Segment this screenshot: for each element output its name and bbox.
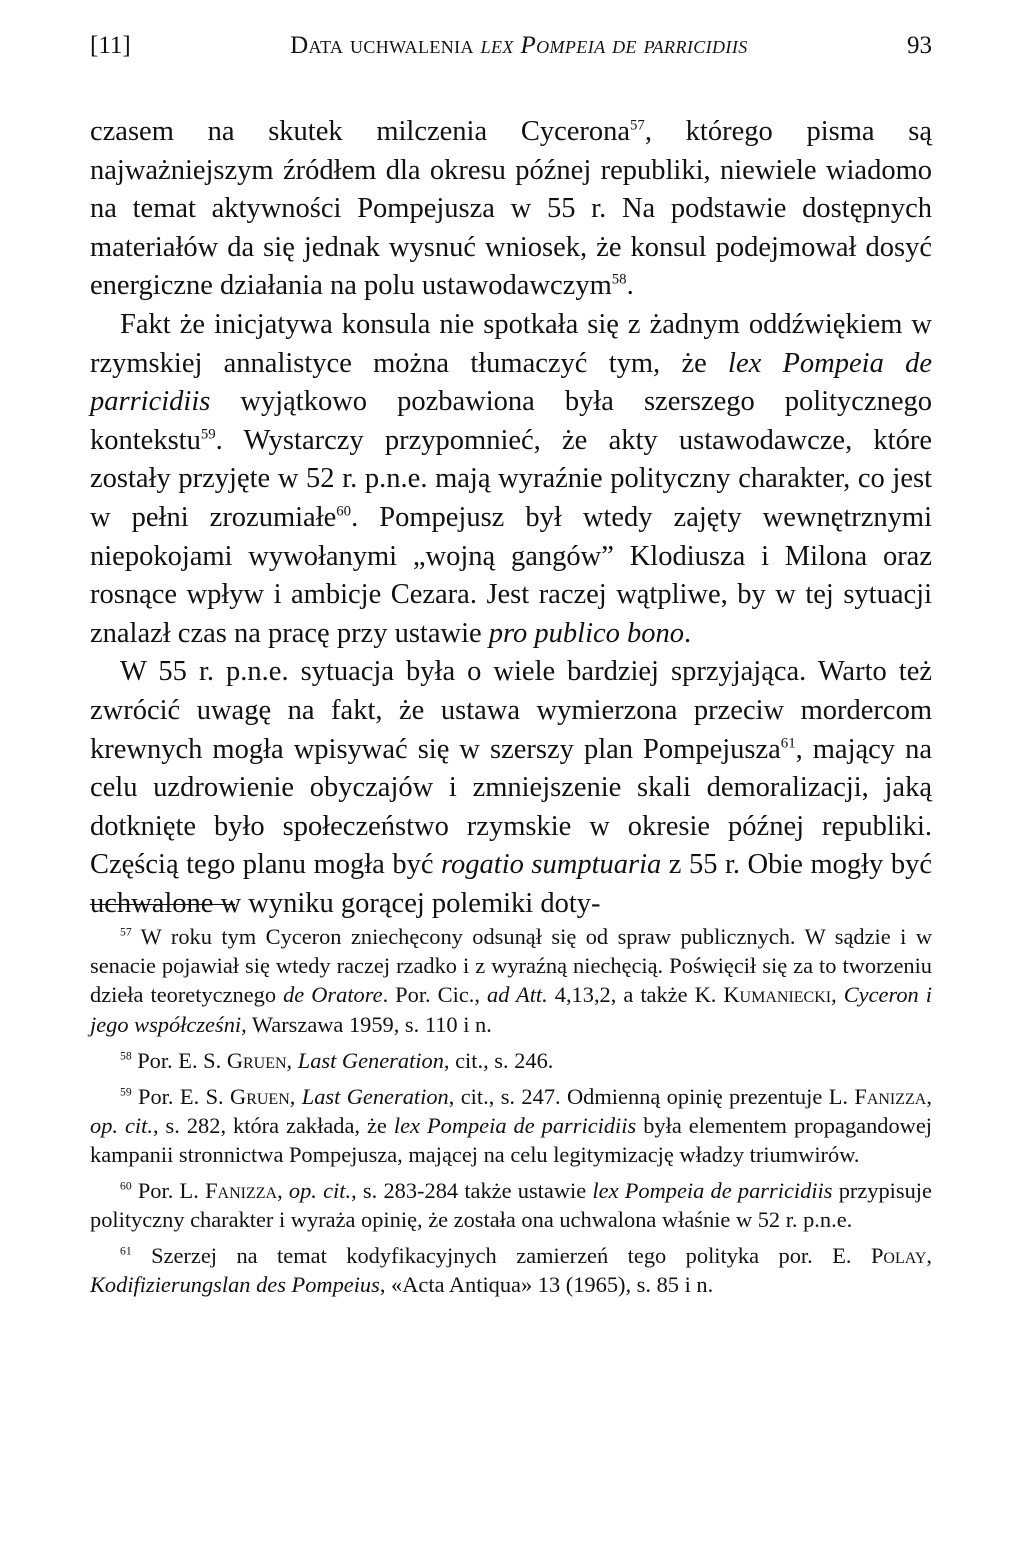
text-run: przypisuje polityczny charakter i wyraża opinię, że została ona uchwalona właśnie w 52 r. p.n.e. <box>90 1178 932 1233</box>
text-run: Por. E. S. <box>131 1083 231 1109</box>
text-run: . Por. Cic., <box>382 982 487 1008</box>
author-name: Fanizza <box>854 1083 927 1109</box>
italic-run: Cyceron i jego współcześni <box>90 982 933 1037</box>
author-name: Kumaniecki <box>723 982 832 1008</box>
italic-run: Last Generation <box>297 1047 444 1073</box>
author-name: Fanizza <box>205 1178 278 1204</box>
italic-run: lex Pompeia de parricidiis <box>393 1112 637 1138</box>
running-title <box>290 32 748 60</box>
italic-run: pro publico bono <box>488 617 685 649</box>
author-name: Gruen <box>226 1047 287 1073</box>
footnote-ref: 59 <box>200 426 216 443</box>
text-run: Por. L. <box>131 1178 206 1204</box>
text-run: , <box>926 1083 932 1109</box>
italic-run: Last Generation <box>301 1083 449 1109</box>
text-run: , mający na celu uzdrowienie obyczajów i zmniejszenie skali demoralizacji, jaką dotknięte było społeczeństwo rzymskie w okresie późnej republiki. Częścią tego planu mogła być <box>90 733 932 881</box>
text-run: czasem na skutek milczenia Cycerona <box>90 116 631 147</box>
footnotes <box>90 922 932 1306</box>
italic-run: op. cit. <box>288 1178 352 1204</box>
footnote-ref: 58 <box>611 271 627 288</box>
italic-run: op. cit. <box>90 1112 153 1138</box>
text-run: , s. 282, która zakłada, że <box>152 1112 394 1138</box>
author-name: Polay <box>870 1243 927 1269</box>
text-run: była elementem propagandowej kampanii stronnictwa Pompejusza, mającej na celu legitymizację władzy triumwirów. <box>90 1112 932 1168</box>
text-run: , Warszawa 1959, s. 110 i n. <box>241 1011 492 1037</box>
author-name: Gruen <box>230 1083 290 1109</box>
text-run: 4,13,2, a także K. <box>547 982 724 1008</box>
text-run: wyjątkowo pozbawiona była szerszego politycznego kontekstu <box>90 386 932 456</box>
footnote-59 <box>90 1082 932 1170</box>
footnote-ref: 58 <box>120 1049 132 1063</box>
text-run: . <box>626 270 634 302</box>
text-run: , s. 283-284 także ustawie <box>351 1178 593 1204</box>
italic-run: ad Att. <box>487 982 548 1008</box>
running-title-prefix: Data uchwalenia <box>290 32 481 59</box>
running-title-italic: lex Pompeia de parricidiis <box>480 32 748 59</box>
text-run: . <box>684 617 692 649</box>
page-number: 93 <box>906 32 932 59</box>
text-run: Fakt że inicjatywa konsula nie spotkała się z żadnym oddźwiękiem w rzymskiej annalistyce można tłumaczyć tym, że <box>90 308 932 379</box>
footnote-57 <box>90 922 932 1039</box>
text-run: , którego pisma są najważniejszym źródłem dla okresu późnej republiki, niewiele wiadomo na temat aktywności Pompejusza w 55 r. Na podstawie dostępnych materiałów da się jednak wysnuć wniosek, że konsul podejmował dosyć energiczne działania na polu ustawodawczym <box>90 116 932 302</box>
footnote-58 <box>90 1046 932 1075</box>
footnote-separator <box>90 904 235 905</box>
footnote-ref: 61 <box>780 734 796 751</box>
text-run: , <box>277 1178 289 1204</box>
text-run: , «Acta Antiqua» 13 (1965), s. 85 i n. <box>379 1272 714 1298</box>
text-run: W roku tym Cyceron zniechęcony odsunął się od spraw publicznych. W sądzie i w senacie pojawiał się wtedy raczej rzadko i z wyraźną niechęcią. Poświęcił się za to tworzeniu dzieła teoretycznego <box>90 924 932 1008</box>
italic-run: rogatio sumptuaria <box>441 849 662 881</box>
main-text <box>90 113 932 923</box>
paragraph <box>90 653 932 923</box>
paragraph <box>90 306 932 653</box>
text-run: z 55 r. Obie mogły być uchwalone w wyniku gorącej polemiki doty- <box>90 849 932 919</box>
text-run: . Pompejusz był wtedy zajęty wewnętrznymi niepokojami wywołanymi „wojną gangów” Klodiusza i Milona oraz rosnące wpływ i ambicje Cezara. Jest raczej wątpliwe, by w tej sytuacji znalazł czas na pracę przy ustawie <box>90 501 932 649</box>
footnote-ref: 57 <box>120 925 132 939</box>
text-run: , cit., s. 246. <box>443 1047 554 1073</box>
text-run: Szerzej na temat kodyfikacyjnych zamierzeń tego polityka por. E. <box>131 1243 871 1269</box>
footnote-ref: 60 <box>120 1179 132 1193</box>
section-number: [11] <box>90 32 131 59</box>
paragraph <box>90 113 932 306</box>
footnote-60 <box>90 1176 932 1234</box>
text-run: , <box>926 1243 932 1269</box>
italic-run: lex Pompeia de parricidiis <box>90 347 932 418</box>
text-run: , <box>286 1047 298 1073</box>
footnote-ref: 59 <box>120 1085 132 1099</box>
footnote-61 <box>90 1241 932 1299</box>
footnote-ref: 61 <box>120 1244 132 1258</box>
italic-run: lex Pompeia de parricidiis <box>592 1178 833 1204</box>
running-head <box>90 32 932 72</box>
text-run: Por. E. S. <box>131 1047 227 1073</box>
italic-run: Kodifizierungslan des Pompeius <box>90 1272 380 1298</box>
text-run: . Wystarczy przypomnieć, że akty ustawodawcze, które zostały przyjęte w 52 r. p.n.e. mają wyraźnie polityczny charakter, co jest w pełni zrozumiałe <box>90 424 932 533</box>
text-run: , <box>289 1083 302 1109</box>
text-run: , <box>831 982 844 1008</box>
footnote-ref: 57 <box>630 117 645 134</box>
italic-run: de Oratore <box>283 982 383 1008</box>
text-run: , cit., s. 247. Odmienną opinię prezentuje L. <box>448 1083 855 1109</box>
text-run: W 55 r. p.n.e. sytuacja była o wiele bardziej sprzyjająca. Warto też zwrócić uwagę na fakt, że ustawa wymierzona przeciw mordercom krewnych mogła wpisywać się w szerszy plan Pompejusza <box>90 656 932 765</box>
footnote-ref: 60 <box>336 503 352 520</box>
